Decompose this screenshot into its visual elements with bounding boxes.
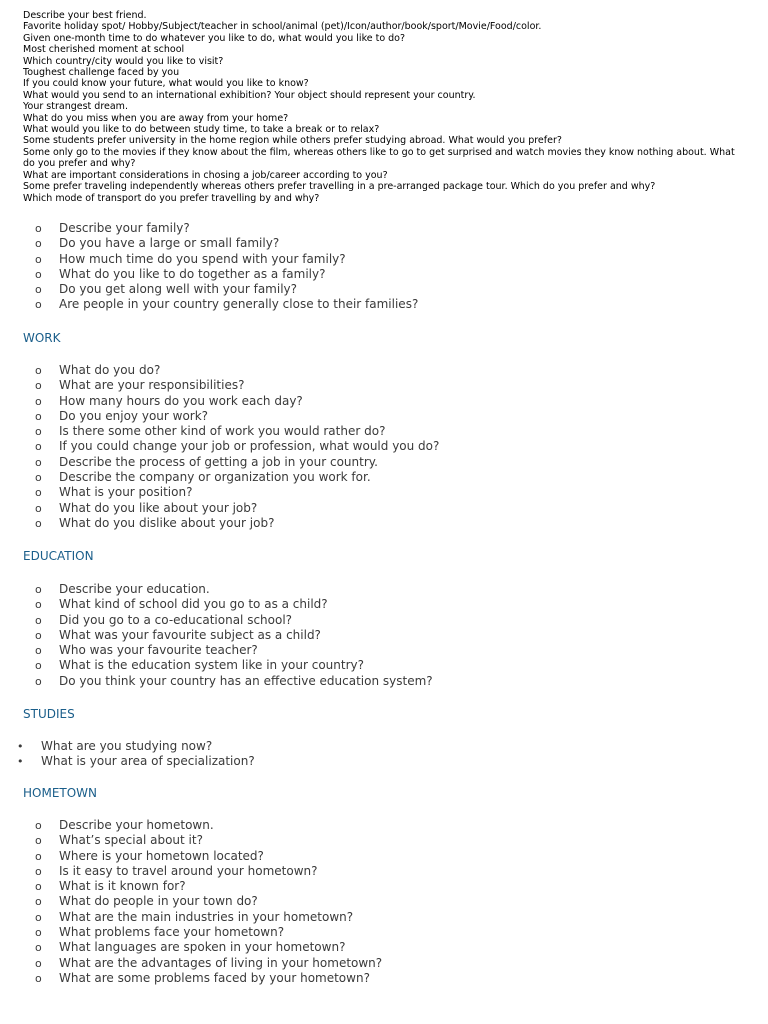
list-item <box>0 658 768 673</box>
studies-heading: STUDIES <box>23 707 75 721</box>
intro-question: Toughest challenge faced by you <box>23 67 180 79</box>
bullet-marker: o <box>35 237 42 251</box>
question-text: What languages are spoken in your hometown? <box>59 940 346 955</box>
question-text: Where is your hometown located? <box>59 848 264 863</box>
question-text: What is your position? <box>59 485 193 500</box>
list-item <box>0 597 768 612</box>
bullet-marker: o <box>35 440 42 454</box>
bullet-marker: o <box>35 880 42 894</box>
list-item <box>0 394 768 409</box>
question-text: Describe your family? <box>59 221 190 235</box>
question-text: What do you like about your job? <box>59 500 258 515</box>
list-item <box>0 818 768 833</box>
list-item <box>0 424 768 439</box>
list-item <box>0 297 768 312</box>
list-item <box>0 236 768 251</box>
list-item <box>0 925 768 940</box>
bullet-marker: o <box>35 394 42 408</box>
bullet-marker: o <box>35 379 42 393</box>
intro-question: Most cherished moment at school <box>23 44 185 56</box>
question-text: What are your responsibilities? <box>59 378 245 393</box>
bullet-marker: o <box>35 971 42 985</box>
list-item <box>0 363 768 378</box>
bullet-marker: o <box>35 364 42 377</box>
bullet-marker: • <box>17 740 24 753</box>
list-item <box>0 378 768 393</box>
intro-question: Which country/city would you like to visit? <box>23 55 224 67</box>
list-item <box>0 940 768 955</box>
studies-question-list <box>0 739 768 770</box>
intro-question: What do you miss when you are away from your home? <box>23 112 289 124</box>
list-item <box>0 282 768 297</box>
list-item <box>0 613 768 628</box>
hometown-question-list <box>0 818 768 986</box>
list-item <box>0 754 768 769</box>
bullet-marker: o <box>35 819 42 832</box>
list-item <box>0 833 768 848</box>
bullet-marker: o <box>35 222 42 235</box>
bullet-marker: o <box>35 941 42 955</box>
list-item <box>0 894 768 909</box>
question-text: Are people in your country generally close to their families? <box>59 297 419 312</box>
bullet-marker: o <box>35 895 42 909</box>
bullet-marker: o <box>35 956 42 970</box>
list-item <box>0 470 768 485</box>
intro-question: Which mode of transport do you prefer travelling by and why? <box>23 192 320 204</box>
list-item <box>0 582 768 597</box>
question-text: What problems face your hometown? <box>59 925 285 940</box>
intro-question: Favorite holiday spot/ Hobby/Subject/teacher in school/animal (pet)/Icon/author/book/sport/Movie/Food/color. <box>23 21 542 33</box>
bullet-marker: o <box>35 283 42 297</box>
work-heading: WORK <box>23 331 61 345</box>
list-item <box>0 643 768 658</box>
question-text: What was your favourite subject as a child? <box>59 627 321 642</box>
list-item <box>0 956 768 971</box>
question-text: If you could change your job or profession, what would you do? <box>59 439 440 454</box>
bullet-marker: o <box>35 455 42 469</box>
bullet-marker: o <box>35 613 42 627</box>
bullet-marker: o <box>35 926 42 940</box>
question-text: Do you think your country has an effective education system? <box>59 673 433 688</box>
intro-question: What would you send to an international exhibition? Your object should represent your country. <box>23 89 476 101</box>
list-item <box>0 628 768 643</box>
question-text: What are the advantages of living in your hometown? <box>59 955 383 970</box>
question-text: Describe your hometown. <box>59 818 214 832</box>
list-item <box>0 849 768 864</box>
intro-question: Some only go to the movies if they know about the film, whereas others like to go to get surprised and watch movies they know nothing about. What do you prefer and why? <box>23 146 735 170</box>
education-question-list <box>0 582 768 689</box>
bullet-marker: o <box>35 674 42 688</box>
question-text: How much time do you spend with your family? <box>59 251 346 266</box>
list-item <box>0 910 768 925</box>
bullet-marker: o <box>35 252 42 266</box>
question-text: What are some problems faced by your hometown? <box>59 970 370 985</box>
intro-question: Describe your best friend. <box>23 10 147 21</box>
bullet-marker: o <box>35 910 42 924</box>
intro-questions <box>23 10 738 204</box>
question-text: Is it easy to travel around your hometown? <box>59 863 318 878</box>
question-text: Do you get along well with your family? <box>59 282 298 297</box>
bullet-marker: o <box>35 834 42 848</box>
bullet-marker: o <box>35 425 42 439</box>
list-item <box>0 971 768 986</box>
list-item <box>0 501 768 516</box>
bullet-marker: • <box>17 755 24 769</box>
question-text: Describe your education. <box>59 582 210 596</box>
list-item <box>0 516 768 531</box>
intro-question: Given one-month time to do whatever you like to do, what would you like to do? <box>23 32 406 44</box>
question-text: What do you do? <box>59 363 161 377</box>
question-text: What is it known for? <box>59 879 186 894</box>
question-text: Describe the company or organization you work for. <box>59 470 371 485</box>
bullet-marker: o <box>35 267 42 281</box>
list-item <box>0 267 768 282</box>
list-item <box>0 409 768 424</box>
list-item <box>0 485 768 500</box>
question-text: What do you like to do together as a family? <box>59 266 326 281</box>
work-question-list <box>0 363 768 531</box>
bullet-marker: o <box>35 583 42 596</box>
intro-question: What are important considerations in chosing a job/career according to you? <box>23 169 388 181</box>
list-item <box>0 439 768 454</box>
list-item <box>0 864 768 879</box>
list-item <box>0 674 768 689</box>
question-text: Describe the process of getting a job in your country. <box>59 454 378 469</box>
question-text: What do you dislike about your job? <box>59 515 275 530</box>
bullet-marker: o <box>35 644 42 658</box>
bullet-marker: o <box>35 849 42 863</box>
question-text: Do you enjoy your work? <box>59 408 209 423</box>
question-text: Did you go to a co-educational school? <box>59 612 293 627</box>
hometown-heading: HOMETOWN <box>23 786 98 800</box>
intro-question: What would you like to do between study time, to take a break or to relax? <box>23 124 380 136</box>
question-text: What is your area of specialization? <box>41 754 255 769</box>
question-text: Do you have a large or small family? <box>59 236 280 251</box>
list-item <box>0 221 768 236</box>
list-item <box>0 455 768 470</box>
intro-question: If you could know your future, what would you like to know? <box>23 78 309 90</box>
question-text: What are the main industries in your hometown? <box>59 909 354 924</box>
intro-question: Some students prefer university in the home region while others prefer studying abroad. What would you prefer? <box>23 135 562 147</box>
list-item <box>0 739 768 754</box>
bullet-marker: o <box>35 501 42 515</box>
family-question-list <box>0 221 768 313</box>
bullet-marker: o <box>35 659 42 673</box>
bullet-marker: o <box>35 471 42 485</box>
question-text: How many hours do you work each day? <box>59 393 303 408</box>
intro-question: Some prefer traveling independently whereas others prefer travelling in a pre-arranged package tour. Which do you prefer and why? <box>23 181 656 193</box>
bullet-marker: o <box>35 516 42 530</box>
bullet-marker: o <box>35 864 42 878</box>
question-text: Who was your favourite teacher? <box>59 643 258 658</box>
intro-question: Your strangest dream. <box>23 101 128 113</box>
list-item <box>0 252 768 267</box>
bullet-marker: o <box>35 628 42 642</box>
question-text: What are you studying now? <box>41 739 213 753</box>
question-text: What’s special about it? <box>59 833 203 848</box>
bullet-marker: o <box>35 409 42 423</box>
bullet-marker: o <box>35 598 42 612</box>
list-item <box>0 879 768 894</box>
question-text: Is there some other kind of work you would rather do? <box>59 424 386 439</box>
question-text: What do people in your town do? <box>59 894 258 909</box>
education-heading: EDUCATION <box>23 549 94 563</box>
question-text: What is the education system like in your country? <box>59 658 365 673</box>
bullet-marker: o <box>35 298 42 312</box>
question-text: What kind of school did you go to as a child? <box>59 597 328 612</box>
bullet-marker: o <box>35 486 42 500</box>
